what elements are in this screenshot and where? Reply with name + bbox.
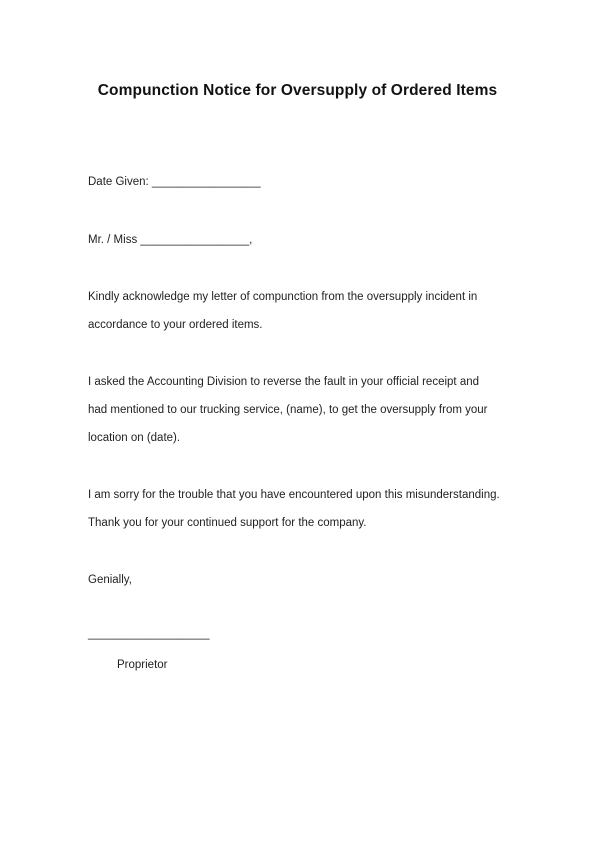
paragraph-2-line-3: location on (date). (88, 432, 181, 444)
paragraph-1-line-2: accordance to your ordered items. (88, 319, 263, 331)
date-given-line: Date Given: _________________ (88, 176, 261, 188)
signature-line: ___________________ (88, 628, 210, 640)
paragraph-1-line-1: Kindly acknowledge my letter of compunction from the oversupply incident in (88, 291, 478, 303)
paragraph-3-line-1: I am sorry for the trouble that you have encountered upon this misunderstanding. (88, 489, 500, 501)
signatory-title: Proprietor (117, 659, 168, 671)
document-title: Compunction Notice for Oversupply of Ordered Items (97, 82, 498, 99)
paragraph-3-line-2: Thank you for your continued support for the company. (88, 517, 367, 529)
salutation-line: Mr. / Miss _________________, (88, 234, 253, 246)
closing-line: Genially, (88, 574, 132, 586)
paragraph-2-line-1: I asked the Accounting Division to reverse the fault in your official receipt and (88, 376, 480, 388)
paragraph-2-line-2: had mentioned to our trucking service, (name), to get the oversupply from your (88, 404, 488, 416)
